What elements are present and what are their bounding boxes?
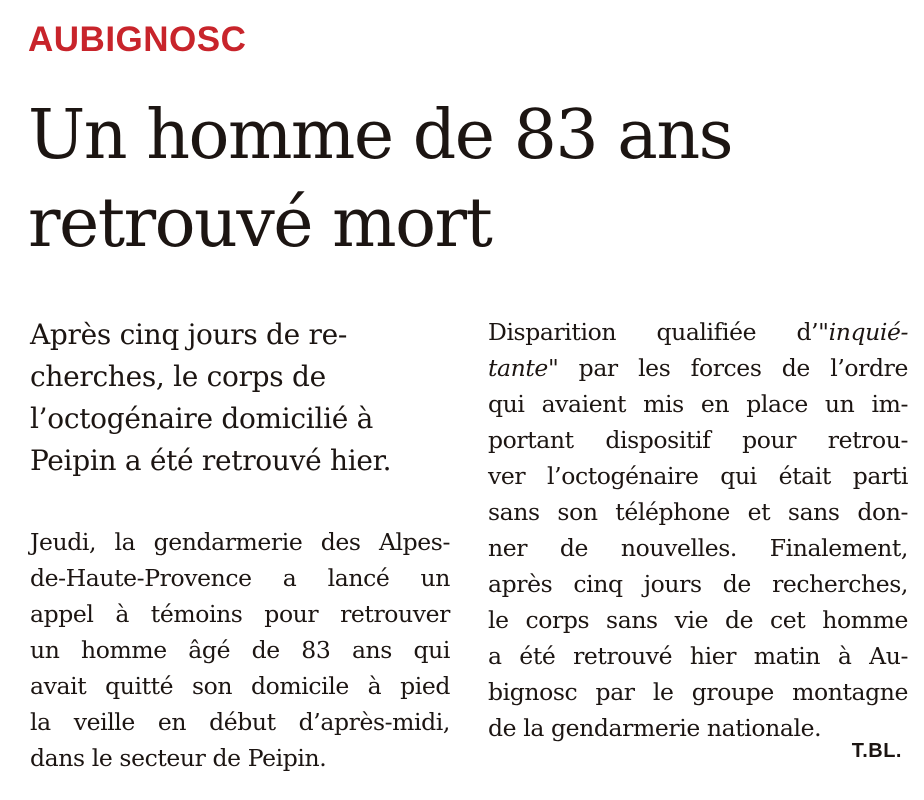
- lede-line: Peipin a été retrouvé hier.: [30, 444, 392, 477]
- headline-line: retrouvé mort: [28, 184, 492, 263]
- article-body-right-column: [488, 314, 908, 746]
- body-line: [488, 314, 908, 350]
- quoted-word: inquié-: [828, 318, 908, 346]
- headline-line: Un homme de 83 ans: [28, 96, 733, 175]
- body-text: " par les forces de l’ordre: [547, 354, 908, 382]
- body-line: le corps sans vie de cet homme: [488, 606, 908, 634]
- lede-line: Après cinq jours de re-: [30, 318, 348, 351]
- quoted-word: tante: [488, 354, 548, 382]
- body-line: un homme âgé de 83 ans qui: [30, 636, 450, 664]
- body-line: qui avaient mis en place un im-: [488, 390, 908, 418]
- body-line: appel à témoins pour retrouver: [30, 600, 450, 628]
- author-byline: T.BL.: [851, 740, 902, 762]
- article-headline: [28, 92, 908, 268]
- body-line: dans le secteur de Peipin.: [30, 744, 327, 772]
- body-line: de la gendarmerie nationale.: [488, 714, 822, 742]
- body-line: bignosc par le groupe montagne: [488, 678, 908, 706]
- body-line: portant dispositif pour retrou-: [488, 426, 908, 454]
- body-text: Disparition qualifiée d’": [488, 318, 829, 346]
- lede-line: l’octogénaire domicilié à: [30, 402, 374, 435]
- body-line: Jeudi, la gendarmerie des Alpes-: [30, 528, 450, 556]
- article-lede: [30, 314, 430, 482]
- body-line: ver l’octogénaire qui était parti: [488, 462, 908, 490]
- lede-line: cherches, le corps de: [30, 360, 326, 393]
- body-line: ner de nouvelles. Finalement,: [488, 534, 908, 562]
- body-line: sans son téléphone et sans don-: [488, 498, 908, 526]
- body-line: avait quitté son domicile à pied: [30, 672, 450, 700]
- article-body-left-column: [30, 524, 450, 776]
- body-line: [488, 350, 908, 386]
- body-line: la veille en début d’après-midi,: [30, 708, 450, 736]
- body-line: après cinq jours de recherches,: [488, 570, 908, 598]
- body-line: a été retrouvé hier matin à Au-: [488, 642, 908, 670]
- body-line: de-Haute-Provence a lancé un: [30, 564, 450, 592]
- section-kicker: AUBIGNOSC: [28, 20, 247, 59]
